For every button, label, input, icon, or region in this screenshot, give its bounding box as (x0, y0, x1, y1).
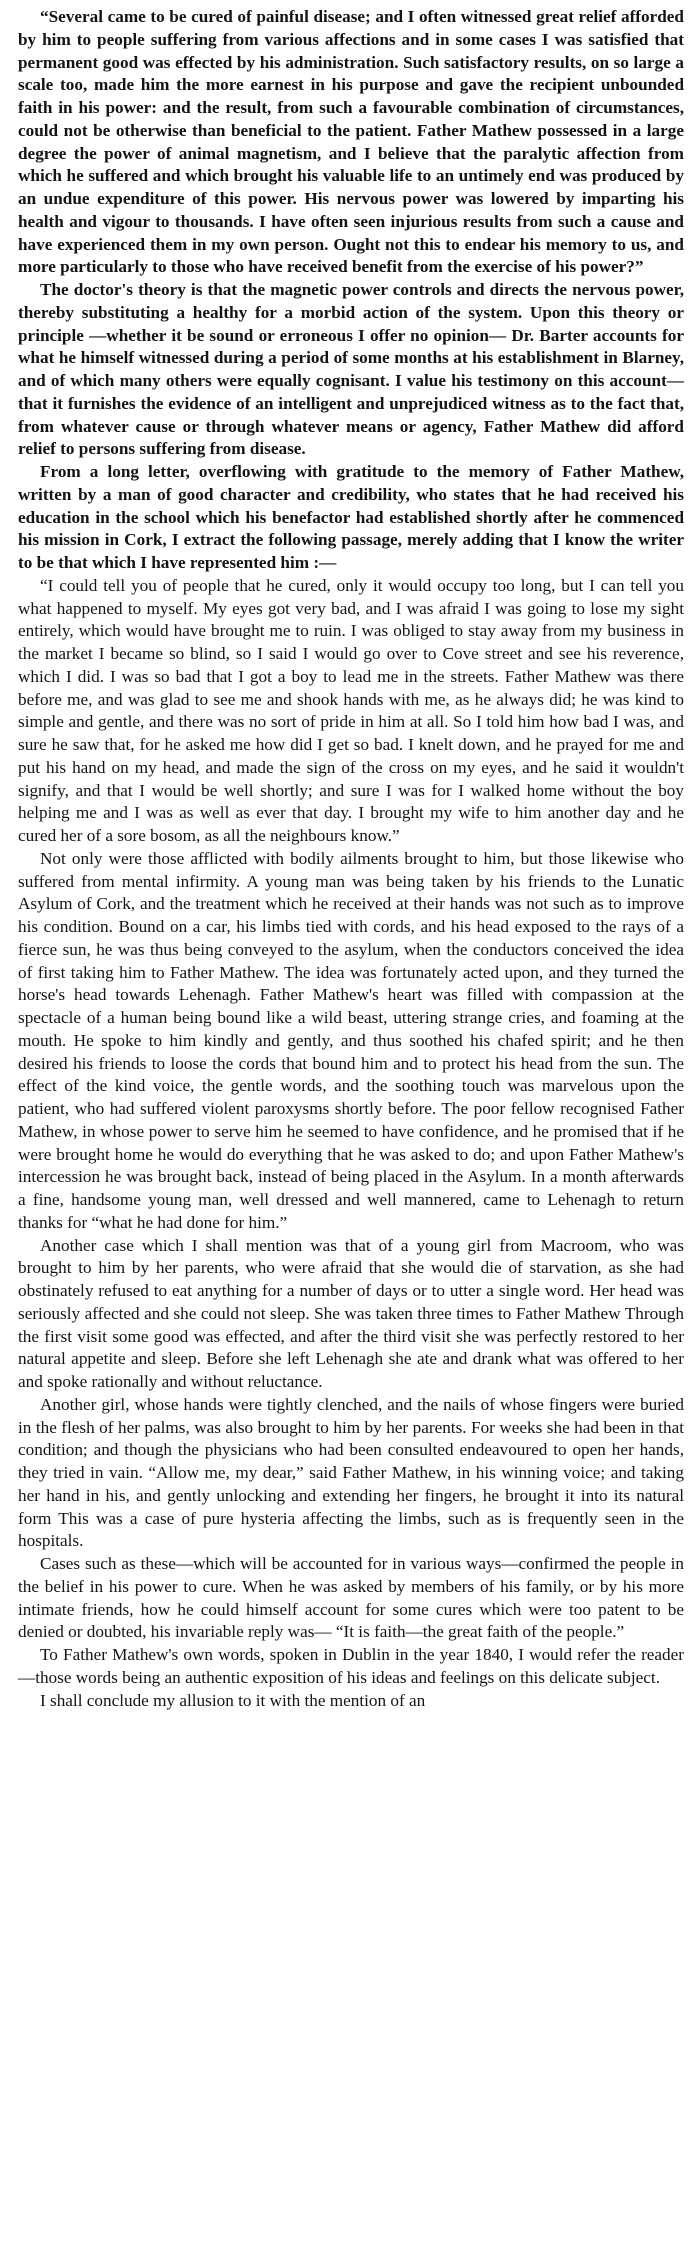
paragraph-faith: Cases such as these—which will be accounted for in various ways—confirmed the people in the belief in his power to cure. When he was asked by members of his family, or by his more intimate friends, how he could himself account for some cures which were too patent to be denied or doubted, his invariable reply was— “It is faith—the great faith of the people.” (18, 1554, 684, 1642)
paragraph-letter-quote: “I could tell you of people that he cured, only it would occupy too long, but I can tell you what happened to myself. My eyes got very bad, and I was afraid I was going to lose my sight entirely, which would have brought me to ruin. I was obliged to stay away from my business in the market I became so blind, so I said I would go over to Cove street and see his reverence, which I did. I was so bad that I got a boy to lead me in the streets. Father Mathew was there before me, and was glad to see me and shook hands with me, as he always did; he was kind to simple and gentle, and there was no sort of pride in him at all. So I told him how bad I was, and sure he saw that, for he asked me how did I get so bad. I knelt down, and he prayed for me and put his hand on my head, and made the sign of the cross on my eyes, and he said it wouldn't signify, and that I would be well shortly; and sure I was for I walked home without the boy helping me and I was as well as ever that day. I brought my wife to him another day and he cured her of a sore bosom, as all the neighbours know.” (18, 575, 684, 845)
paragraph-clenched-hands: Another girl, whose hands were tightly clenched, and the nails of whose fingers were buried in the flesh of her palms, was also brought to him by her parents. For weeks she had been in that condition; and though the physicians who had been consulted endeavoured to open her hands, they tried in vain. “Allow me, my dear,” said Father Mathew, in his winning voice; and taking her hand in his, and gently unlocking and extending her fingers, he brought it into its natural form This was a case of pure hysteria affecting the limbs, such as is frequently seen in the hospitals. (18, 1394, 684, 1551)
paragraph-mental-infirmity: Not only were those afflicted with bodily ailments brought to him, but those likewise who suffered from mental infirmity. A young man was being taken by his friends to the Lunatic Asylum of Cork, and the treatment which he received at their hands was not such as to improve his condition. Bound on a car, his limbs tied with cords, and his head exposed to the rays of a fierce sun, he was thus being conveyed to the asylum, when the conductors conceived the idea of first taking him to Father Mathew. The idea was fortunately acted upon, and they turned the horse's head towards Lehenagh. Father Mathew's heart was filled with compassion at the spectacle of a human being bound like a wild beast, uttering strange cries, and foaming at the mouth. He spoke to him kindly and gently, and thus soothed his chafed spirit; and he then desired his friends to loose the cords that bound him and to protect his head from the sun. The effect of the kind voice, the gentle words, and the soothing touch was marvelous upon the patient, who had suffered violent paroxysms shortly before. The poor fellow recognised Father Mathew, in whose power to serve him he seemed to have confidence, and he promised that if he were brought home he would do everything that he was asked to do; and upon Father Mathew's intercession he was brought back, instead of being placed in the Asylum. In a month afterwards a fine, handsome young man, well dressed and well mannered, came to Lehenagh to return thanks for “what he had done for him.” (18, 848, 684, 1232)
paragraph-dublin-1840: To Father Mathew's own words, spoken in Dublin in the year 1840, I would refer the reader—those words being an authentic exposition of his ideas and feelings on this delicate subject. (18, 1645, 684, 1687)
paragraph-doctor-theory: The doctor's theory is that the magnetic power controls and directs the nervous power, thereby substituting a healthy for a morbid action of the system. Upon this theory or principle —whether it be sound or erroneous I offer no opinion— Dr. Barter accounts for what he himself witnessed during a period of some months at his establishment in Blarney, and of which many others were equally cognisant. I value his testimony on this account—that it furnishes the evidence of an intelligent and unprejudiced witness as to the fact that, from whatever cause or through whatever means or agency, Father Mathew did afford relief to persons suffering from disease. (18, 280, 684, 459)
paragraph-conclusion: I shall conclude my allusion to it with the mention of an (40, 1690, 426, 1710)
paragraph-macroom-girl: Another case which I shall mention was that of a young girl from Macroom, who was brought to him by her parents, who were afraid that she would die of starvation, as she had obstinately refused to eat anything for a number of days or to utter a single word. Her head was seriously affected and she could not sleep. She was taken three times to Father Mathew Through the first visit some good was effected, and after the third visit she was perfectly restored to her natural appetite and sleep. Before she left Lehenagh she ate and drank what was offered to her and spoke rationally and without reluctance. (18, 1235, 684, 1391)
paragraph-letter-intro: From a long letter, overflowing with gratitude to the memory of Father Mathew, written by a man of good character and credibility, who states that he had received his education in the school which his benefactor had established shortly after he commenced his mission in Cork, I extract the following passage, merely adding that I know the writer to be that which I have represented him :— (18, 462, 684, 572)
paragraph-quote-dr-barter: “Several came to be cured of painful disease; and I often witnessed great relief afforded by him to people suffering from various affections and in some cases I was satisfied that permanent good was effected by his administration. Such satisfactory results, on so large a scale too, made him the more earnest in his purpose and gave the recipient unbounded faith in his power: and the result, from such a favourable combination of circumstances, could not be otherwise than beneficial to the patient. Father Mathew possessed in a large degree the power of animal magnetism, and I believe that the paralytic affection from which he suffered and which brought his valuable life to an untimely end was produced by an undue expenditure of this power. His nervous power was lowered by imparting his health and vigour to thousands. I have often seen injurious results from such a cause and have experienced them in my own person. Ought not this to endear his memory to us, and more particularly to those who have received benefit from the exercise of his power?” (18, 7, 684, 277)
